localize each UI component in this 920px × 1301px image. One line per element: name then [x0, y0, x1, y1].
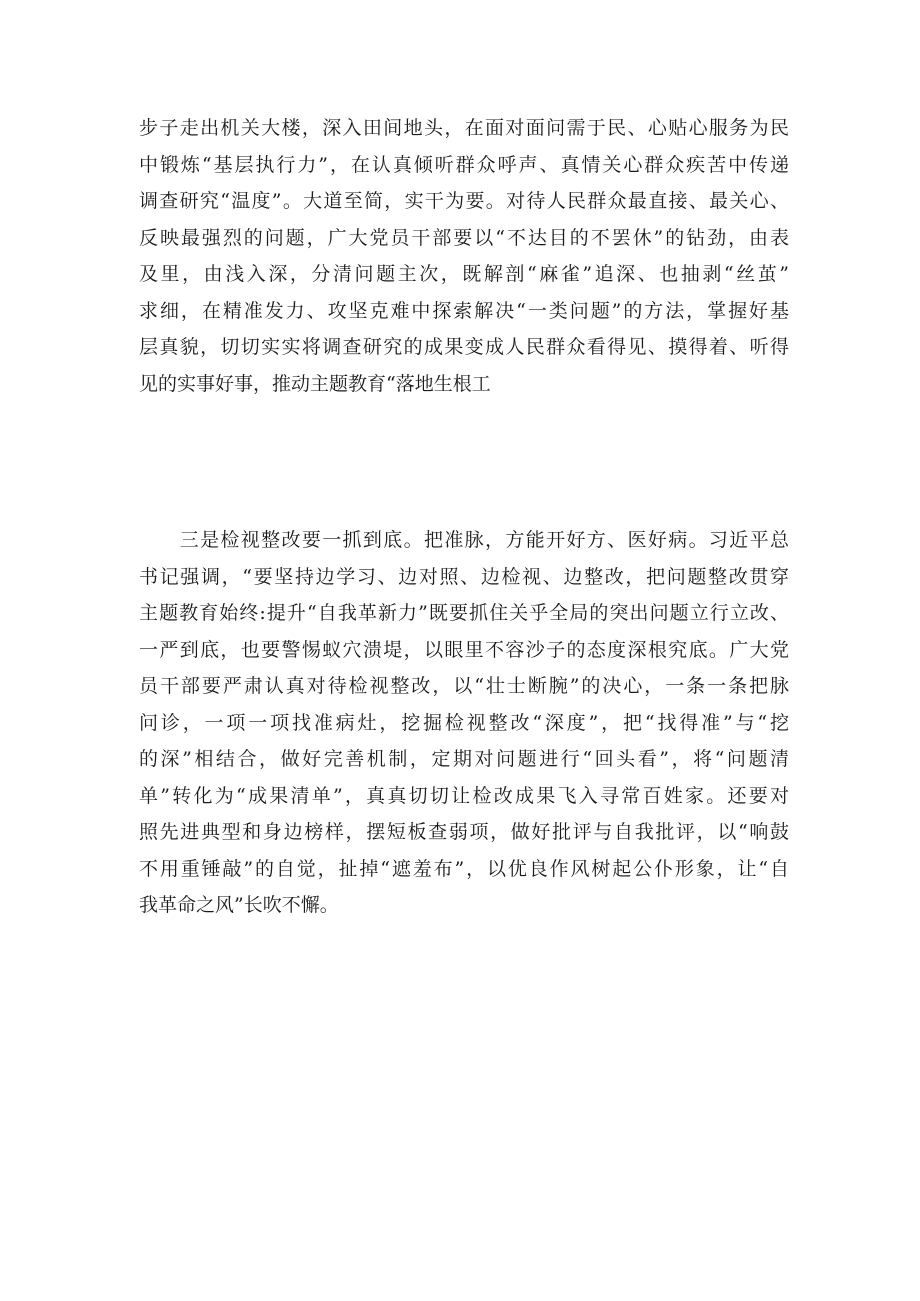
text-line: 求细，在精准发力、攻坚克难中探索解决“一类问题”的方法，掌握好基 [139, 299, 789, 322]
text-line: 的深”相结合，做好完善机制，定期对问题进行“回头看”，将“问题清 [139, 748, 789, 770]
text-line: 问诊，一项一项找准病灶，挖掘检视整改“深度”，把“找得准”与“挖 [139, 711, 789, 734]
text-line: 书记强调，“要坚持边学习、边对照、边检视、边整改，把问题整改贯穿 [139, 565, 789, 588]
text-line: 及里，由浅入深，分清问题主次，既解剖“麻雀”追深、也抽剥“丝茧” [139, 263, 789, 285]
text-line: 照先进典型和身边榜样，摆短板查弱项，做好批评与自我批评，以“响鼓 [139, 821, 789, 843]
text-line: 单”转化为“成果清单”，真真切切让检改成果飞入寻常百姓家。还要对 [139, 784, 789, 807]
text-line: 主题教育始终:提升“自我革新力”既要抓住关乎全局的突出问题立行立改、 [139, 602, 789, 624]
text-line: 层真貌，切切实实将调查研究的成果变成人民群众看得见、摸得着、听得 [139, 336, 789, 358]
text-line: 三是检视整改要一抓到底。把准脉，方能开好方、医好病。习近平总 [139, 529, 789, 551]
text-line: 步子走出机关大楼，深入田间地头，在面对面问需于民、心贴心服务为民 [139, 117, 789, 139]
paragraph-rectification [139, 522, 789, 924]
text-line: 一严到底，也要警惕蚁穴溃堤，以眼里不容沙子的态度深根究底。广大党 [139, 638, 789, 661]
text-line: 调查研究“温度”。大道至简，实干为要。对待人民群众最直接、最关心、 [139, 190, 789, 212]
text-line: 中锻炼“基层执行力”，在认真倾听群众呼声、真情关心群众疾苦中传递 [139, 153, 789, 176]
text-line: 员干部要严肃认真对待检视整改，以“壮士断腕”的决心，一条一条把脉 [139, 675, 789, 697]
text-line: 我革命之风”长吹不懈。 [139, 894, 339, 916]
text-line: 见的实事好事，推动主题教育“落地生根工 [139, 372, 491, 395]
paragraph-investigation [139, 110, 789, 402]
text-line: 反映最强烈的问题，广大党员干部要以“不达目的不罢休”的钻劲，由表 [139, 226, 789, 249]
text-line: 不用重锤敲”的自觉，扯掉“遮羞布”，以优良作风树起公仆形象，让“自 [139, 857, 789, 880]
